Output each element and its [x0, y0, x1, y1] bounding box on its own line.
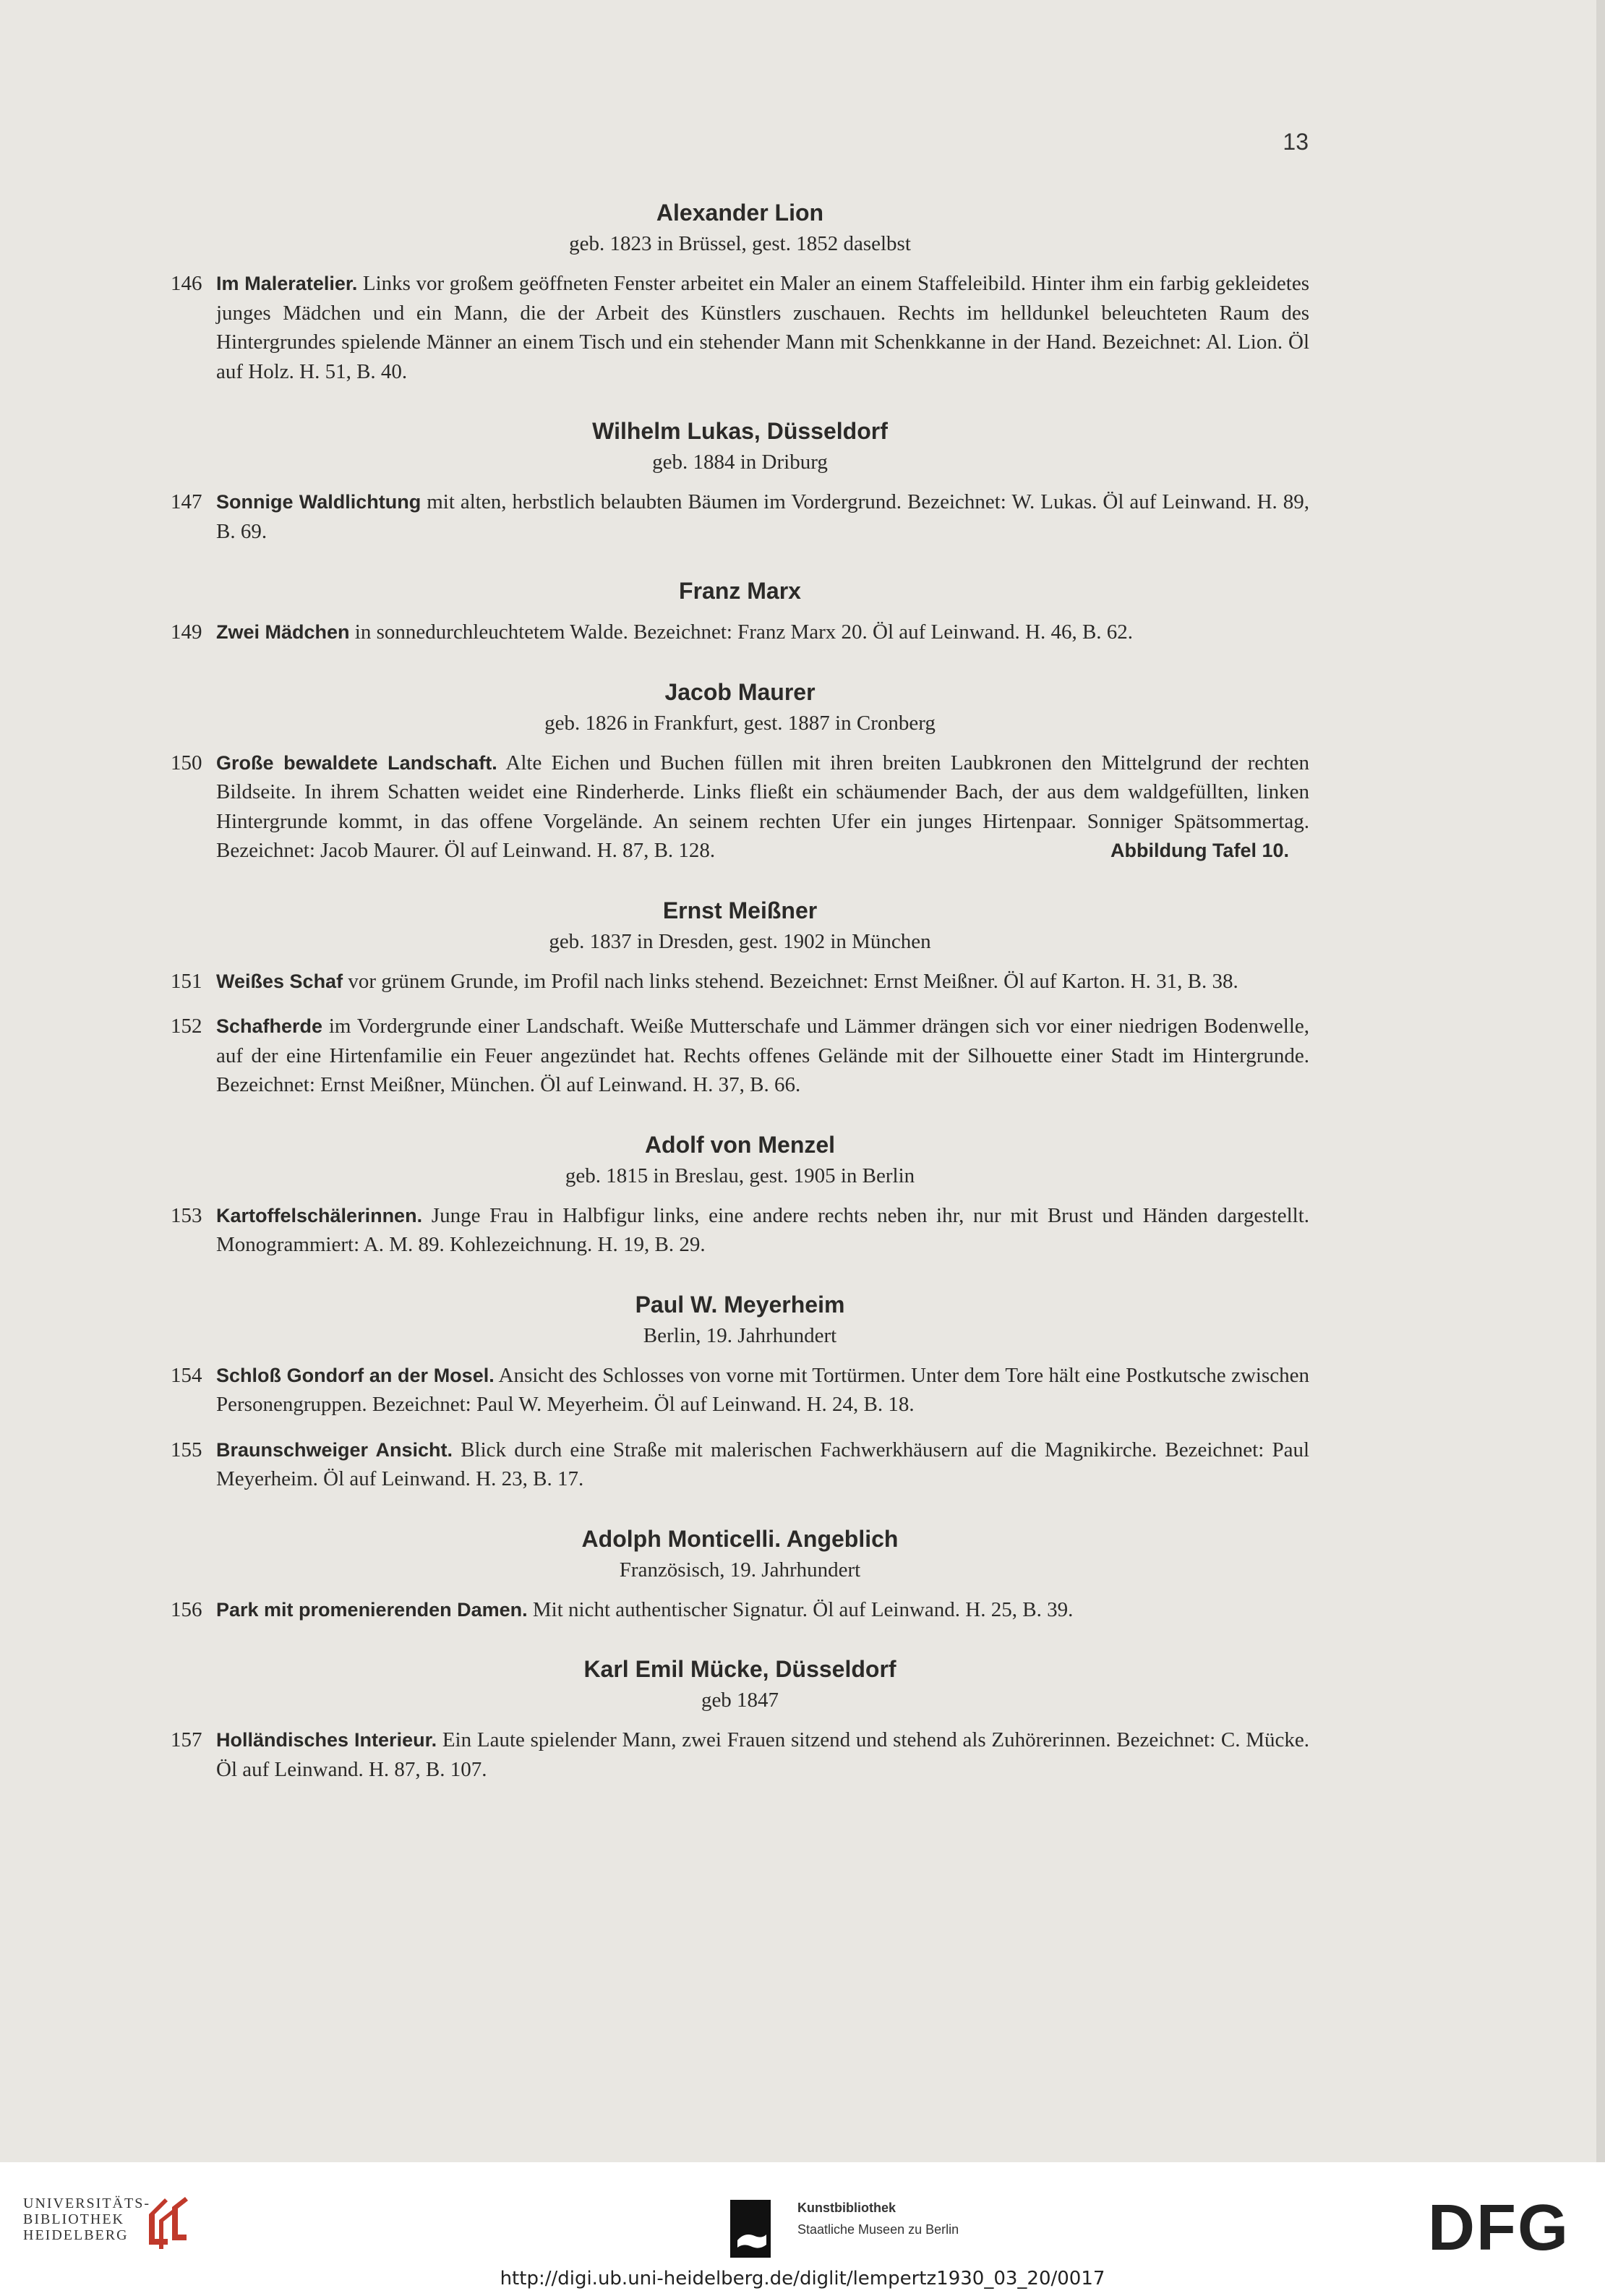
entry-number: 149	[171, 620, 202, 644]
artist-heading	[171, 1653, 1309, 1715]
kunstbibliothek-logo-icon	[730, 2200, 771, 2258]
artist-block	[171, 1289, 1309, 1494]
artist-name: Paul W. Meyerheim	[635, 1291, 845, 1318]
entry-title: Braunschweiger Ansicht.	[216, 1438, 453, 1461]
artist-name: Adolph Monticelli. Angeblich	[581, 1525, 899, 1552]
entry-description: vor grünem Grunde, im Profil nach links stehend. Bezeichnet: Ernst Meißner. Öl auf Karton. H. 31, B. 38.	[343, 969, 1238, 993]
catalogue-entry	[171, 1725, 1309, 1784]
entry-description: Blick durch eine Straße mit malerischen Fachwerkhäusern auf die Magnikirche. Bezeichnet: Paul Meyerheim. Öl auf Leinwand. H. 23, B. 17.	[216, 1438, 1310, 1490]
artist-life-dates: geb. 1823 in Brüssel, gest. 1852 daselbst	[569, 232, 911, 255]
artist-heading	[171, 676, 1309, 738]
catalogue-entry	[171, 1012, 1309, 1100]
artist-life-dates: Berlin, 19. Jahrhundert	[643, 1323, 837, 1347]
entry-number: 157	[171, 1728, 202, 1751]
artist-life-dates: Französisch, 19. Jahrhundert	[619, 1558, 861, 1582]
entry-number: 152	[171, 1015, 202, 1038]
entry-number: 154	[171, 1363, 202, 1387]
heidelberg-logo-icon	[143, 2194, 191, 2252]
catalogue-entry	[171, 487, 1309, 546]
kunstbibliothek-name	[797, 2197, 959, 2240]
artist-heading	[171, 1289, 1309, 1350]
entry-title: Kartoffelschälerinnen.	[216, 1204, 423, 1226]
entry-description: Ansicht des Schlosses von vorne mit Tortürmen. Unter dem Tore hält eine Postkutsche zwischen Personengruppen. Bezeichnet: Paul W. Meyerheim. Öl auf Leinwand. H. 24, B. 18.	[216, 1363, 1309, 1416]
artist-block	[171, 895, 1309, 1100]
catalogue-content	[171, 197, 1309, 1813]
entry-title: Park mit promenierenden Damen.	[216, 1598, 528, 1621]
catalogue-entry	[171, 1435, 1309, 1494]
page-number: 13	[1283, 129, 1309, 155]
artist-name: Alexander Lion	[656, 200, 824, 226]
plate-reference: Abbildung Tafel 10.	[1110, 840, 1289, 861]
entry-number: 155	[171, 1438, 202, 1461]
entry-description: in sonnedurchleuchtetem Walde. Bezeichnet: Franz Marx 20. Öl auf Leinwand. H. 46, B. 62.	[349, 620, 1134, 644]
artist-block	[171, 1129, 1309, 1260]
entry-description: Mit nicht authentischer Signatur. Öl auf Leinwand. H. 25, B. 39.	[527, 1597, 1074, 1621]
heidelberg-library-name	[23, 2195, 150, 2243]
artist-life-dates: geb. 1837 in Dresden, gest. 1902 in München	[549, 929, 931, 953]
entry-title: Holländisches Interieur.	[216, 1729, 437, 1751]
library-name-line: HEIDELBERG	[23, 2227, 129, 2243]
artist-name: Wilhelm Lukas, Düsseldorf	[592, 418, 888, 444]
artist-life-dates: geb 1847	[701, 1689, 779, 1712]
artist-block	[171, 415, 1309, 546]
permalink-url[interactable]: http://digi.ub.uni-heidelberg.de/diglit/lempertz1930_03_20/0017	[500, 2268, 1105, 2289]
digitization-footer	[0, 2162, 1605, 2296]
entry-description: Alte Eichen und Buchen füllen mit ihren breiten Laubkronen den Mittelgrund der rechten Bildseite. In ihrem Schatten weidet eine Rinderherde. Links fließt ein schäumender Bach, der aus dem waldgefüllten, linken Hintergrunde kommt, in das offene Vorgelände. An seinem rechten Ufer ein junges Hirtenpaar. Sonniger Spätsommertag. Bezeichnet: Jacob Maurer. Öl auf Leinwand. H. 87, B. 128.	[216, 751, 1309, 862]
catalogue-entry	[171, 618, 1309, 647]
entry-description: im Vordergrunde einer Landschaft. Weiße Mutterschafe und Lämmer drängen sich vor einer niedrigen Bodenwelle, auf der eine Hirtenfamilie ein Feuer angezündet hat. Rechts offenes Gelände mit der Silhouette einer Stadt im Hintergrunde. Bezeichnet: Ernst Meißner, München. Öl auf Leinwand. H. 37, B. 66.	[216, 1015, 1309, 1096]
catalogue-entry	[171, 269, 1309, 386]
artist-heading	[171, 895, 1309, 956]
artist-heading	[171, 197, 1309, 258]
artist-life-dates: geb. 1884 in Driburg	[652, 451, 828, 474]
artist-name: Ernst Meißner	[662, 897, 818, 923]
entry-number: 156	[171, 1597, 202, 1621]
entry-description: mit alten, herbstlich belaubten Bäumen im Vordergrund. Bezeichnet: W. Lukas. Öl auf Leinwand. H. 89, B. 69.	[216, 490, 1309, 543]
artist-block	[171, 1653, 1309, 1784]
entry-title: Schafherde	[216, 1015, 323, 1037]
catalogue-entry	[171, 967, 1309, 997]
artist-block	[171, 197, 1309, 386]
library-name-line: UNIVERSITÄTS-	[23, 2195, 150, 2211]
catalogue-entry	[171, 1201, 1309, 1260]
entry-description: Links vor großem geöffneten Fenster arbeitet ein Maler an einem Staffeleibild. Hinter ihm ein farbig gekleidetes junges Mädchen und ein Mann, die der Arbeit des Künstlers zuschauen. Rechts im helldunkel beleuchteten Raum des Hintergrundes spielende Männer an einem Tisch und ein stehender Mann mit Schenkkanne in der Hand. Bezeichnet: Al. Lion. Öl auf Holz. H. 51, B. 40.	[216, 272, 1309, 383]
entry-description: Junge Frau in Halbfigur links, eine andere rechts neben ihr, nur mit Brust und Händen dargestellt. Monogrammiert: A. M. 89. Kohlezeichnung. H. 19, B. 29.	[216, 1203, 1309, 1256]
artist-life-dates: geb. 1815 in Breslau, gest. 1905 in Berlin	[565, 1164, 915, 1187]
catalogue-entry	[171, 1595, 1309, 1625]
artist-name: Karl Emil Mücke, Düsseldorf	[583, 1656, 896, 1682]
dfg-logo: DFG	[1428, 2192, 1570, 2264]
kb-name-line: Staatliche Museen zu Berlin	[797, 2222, 959, 2237]
entry-title: Im Maleratelier.	[216, 273, 358, 294]
artist-name: Adolf von Menzel	[644, 1131, 836, 1158]
artist-heading	[171, 575, 1309, 607]
entry-number: 151	[171, 969, 202, 993]
artist-name: Franz Marx	[679, 578, 801, 604]
entry-number: 146	[171, 272, 202, 295]
artist-block	[171, 676, 1309, 866]
entry-title: Weißes Schaf	[216, 970, 343, 992]
artist-life-dates: geb. 1826 in Frankfurt, gest. 1887 in Cronberg	[544, 711, 936, 735]
artist-block	[171, 575, 1309, 647]
entry-title: Große bewaldete Landschaft.	[216, 751, 497, 774]
kb-name-line: Kunstbibliothek	[797, 2201, 896, 2215]
artist-name: Jacob Maurer	[664, 678, 816, 705]
catalogue-entry	[171, 1361, 1309, 1420]
entry-title: Zwei Mädchen	[216, 621, 350, 643]
artist-heading	[171, 1523, 1309, 1584]
library-name-line: BIBLIOTHEK	[23, 2211, 124, 2227]
artist-heading	[171, 1129, 1309, 1190]
entry-title: Sonnige Waldlichtung	[216, 491, 421, 513]
catalogue-entry	[171, 748, 1309, 866]
artist-block	[171, 1523, 1309, 1625]
entry-description: Ein Laute spielender Mann, zwei Frauen sitzend und stehend als Zuhörerinnen. Bezeichnet: C. Mücke. Öl auf Leinwand. H. 87, B. 107.	[216, 1728, 1309, 1781]
entry-number: 150	[171, 751, 202, 774]
entry-title: Schloß Gondorf an der Mosel.	[216, 1364, 495, 1386]
entry-number: 147	[171, 490, 202, 513]
artist-heading	[171, 415, 1309, 477]
entry-number: 153	[171, 1203, 202, 1227]
page-edge	[1596, 0, 1605, 2162]
